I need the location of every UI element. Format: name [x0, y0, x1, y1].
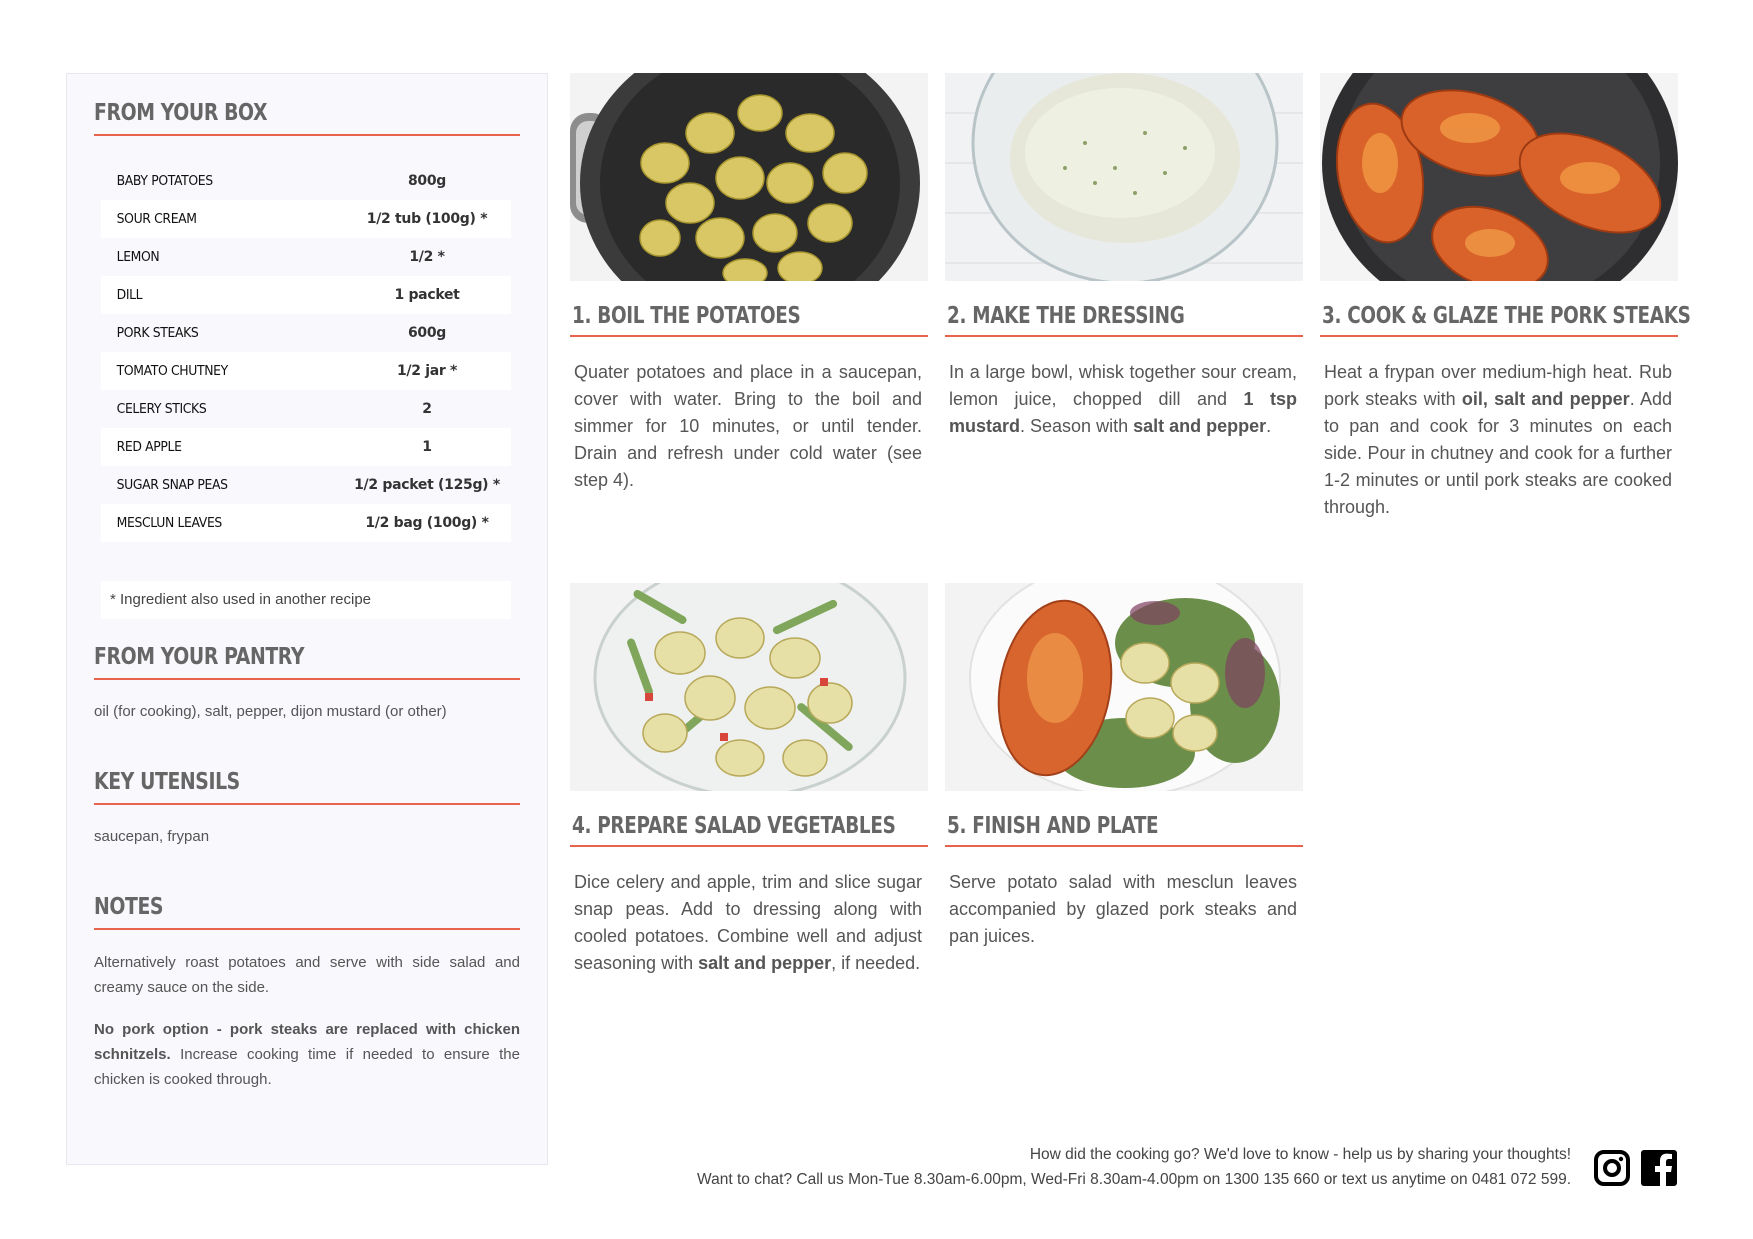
step-3-title: 3. COOK & GLAZE THE PORK STEAKS	[1322, 303, 1691, 329]
step-divider	[1320, 335, 1678, 337]
step-5-photo	[945, 583, 1303, 791]
step-5	[945, 583, 1303, 950]
ingredient-row	[101, 314, 511, 352]
ingredient-name: BABY POTATOES	[116, 173, 213, 189]
from-your-pantry-title: FROM YOUR PANTRY	[94, 644, 305, 670]
ingredient-row	[101, 504, 511, 542]
step-text: Serve potato salad with mesclun leaves accompanied by glazed pork steaks and pan juices.	[949, 872, 1297, 946]
step-2-body	[949, 359, 1297, 440]
step-3-body	[1324, 359, 1672, 521]
step-emphasis: 1 tsp mustard	[949, 389, 1297, 436]
facebook-icon[interactable]	[1641, 1150, 1677, 1186]
step-text: In a large bowl, whisk together sour cream, lemon juice, chopped dill and	[949, 362, 1297, 409]
ingredient-name: SUGAR SNAP PEAS	[116, 477, 228, 493]
step-1-title: 1. BOIL THE POTATOES	[572, 303, 801, 329]
step-4-title: 4. PREPARE SALAD VEGETABLES	[572, 813, 896, 839]
step-2-title: 2. MAKE THE DRESSING	[947, 303, 1185, 329]
ingredient-name: RED APPLE	[116, 439, 182, 455]
step-divider	[945, 845, 1303, 847]
ingredient-quantity: 800g	[407, 173, 447, 189]
section-divider	[94, 928, 520, 930]
step-3-photo	[1320, 73, 1678, 281]
ingredient-row	[101, 238, 511, 276]
notes-bold: No pork option - pork steaks are replaced with chicken schnitzels.	[94, 1021, 520, 1063]
step-5-body	[949, 869, 1297, 950]
utensils-list: saucepan, frypan	[94, 828, 210, 845]
pantry-list: oil (for cooking), salt, pepper, dijon mustard (or other)	[94, 703, 447, 720]
ingredient-row	[101, 276, 511, 314]
ingredient-row	[101, 390, 511, 428]
step-emphasis: oil, salt and pepper	[1461, 389, 1630, 409]
ingredient-name: DILL	[116, 287, 143, 303]
ingredient-row	[101, 200, 511, 238]
section-divider	[94, 803, 520, 805]
ingredient-row	[101, 162, 511, 200]
step-text: .	[1266, 416, 1272, 436]
section-divider	[94, 678, 520, 680]
ingredient-quantity: 600g	[407, 325, 447, 341]
ingredient-quantity: 1/2 jar *	[396, 363, 458, 379]
feedback-footer	[697, 1142, 1571, 1192]
ingredient-name: LEMON	[116, 249, 160, 265]
step-emphasis: salt and pepper	[698, 953, 832, 973]
step-4-body	[574, 869, 922, 977]
step-emphasis: salt and pepper	[1133, 416, 1267, 436]
ingredient-quantity: 1/2 tub (100g) *	[366, 211, 488, 227]
ingredient-quantity: 1/2 bag (100g) *	[365, 515, 489, 531]
ingredient-quantity: 1/2 *	[409, 249, 445, 265]
step-5-title: 5. FINISH AND PLATE	[947, 813, 1159, 839]
step-text: Dice celery and apple, trim and slice sugar snap peas. Add to dressing along with cooled potatoes. Combine well and adjust seasoning with	[574, 872, 922, 973]
step-1-body	[574, 359, 922, 494]
ingredient-name: TOMATO CHUTNEY	[116, 363, 228, 379]
ingredient-name: SOUR CREAM	[116, 211, 197, 227]
ingredient-quantity: 1 packet	[394, 287, 460, 303]
step-text: , if needed.	[831, 953, 921, 973]
step-text: . Add to pan and cook for 3 minutes on each side. Pour in chutney and cook for a further 1-2 minutes or until pork steaks are cooked through.	[1324, 389, 1672, 517]
from-your-box-title: FROM YOUR BOX	[94, 100, 268, 126]
notes-rest: Increase cooking time if needed to ensure the chicken is cooked through.	[94, 1046, 520, 1088]
ingredient-quantity: 2	[422, 401, 432, 417]
ingredient-row	[101, 428, 511, 466]
step-text: . Season with	[1020, 416, 1134, 436]
notes-title: NOTES	[94, 894, 164, 920]
step-1-photo	[570, 73, 928, 281]
ingredients-sidebar	[66, 73, 548, 1165]
ingredient-row	[101, 352, 511, 390]
ingredient-name: CELERY STICKS	[116, 401, 207, 417]
ingredient-quantity: 1/2 packet (125g) *	[354, 477, 500, 493]
step-3	[1320, 73, 1691, 521]
step-4	[570, 583, 928, 977]
notes-text-1: Alternatively roast potatoes and serve with side salad and creamy sauce on the side.	[94, 954, 520, 996]
key-utensils-title: KEY UTENSILS	[94, 769, 240, 795]
section-divider	[94, 134, 520, 136]
step-1	[570, 73, 928, 494]
ingredient-row	[101, 466, 511, 504]
step-divider	[570, 335, 928, 337]
ingredient-name: PORK STEAKS	[116, 325, 199, 341]
step-2	[945, 73, 1303, 440]
step-2-photo	[945, 73, 1303, 281]
ingredient-footnote: * Ingredient also used in another recipe	[101, 581, 511, 619]
step-4-photo	[570, 583, 928, 791]
ingredient-name: MESCLUN LEAVES	[116, 515, 222, 531]
ingredients-table	[101, 162, 511, 542]
notes-text-2	[94, 1017, 520, 1092]
feedback-line: How did the cooking go? We'd love to know - help us by sharing your thoughts!	[1029, 1146, 1571, 1163]
ingredient-quantity: 1	[422, 439, 432, 455]
step-text: Heat a frypan over medium-high heat. Rub pork steaks with	[1324, 362, 1672, 409]
instagram-icon[interactable]	[1594, 1150, 1630, 1186]
contact-line: Want to chat? Call us Mon-Tue 8.30am-6.00pm, Wed-Fri 8.30am-4.00pm on 1300 135 660 or text us anytime on 0481 072 599.	[697, 1171, 1571, 1188]
step-divider	[945, 335, 1303, 337]
step-text: Quater potatoes and place in a saucepan, cover with water. Bring to the boil and simmer for 10 minutes, or until tender. Drain and refresh under cold water (see step 4).	[574, 362, 922, 490]
step-divider	[570, 845, 928, 847]
